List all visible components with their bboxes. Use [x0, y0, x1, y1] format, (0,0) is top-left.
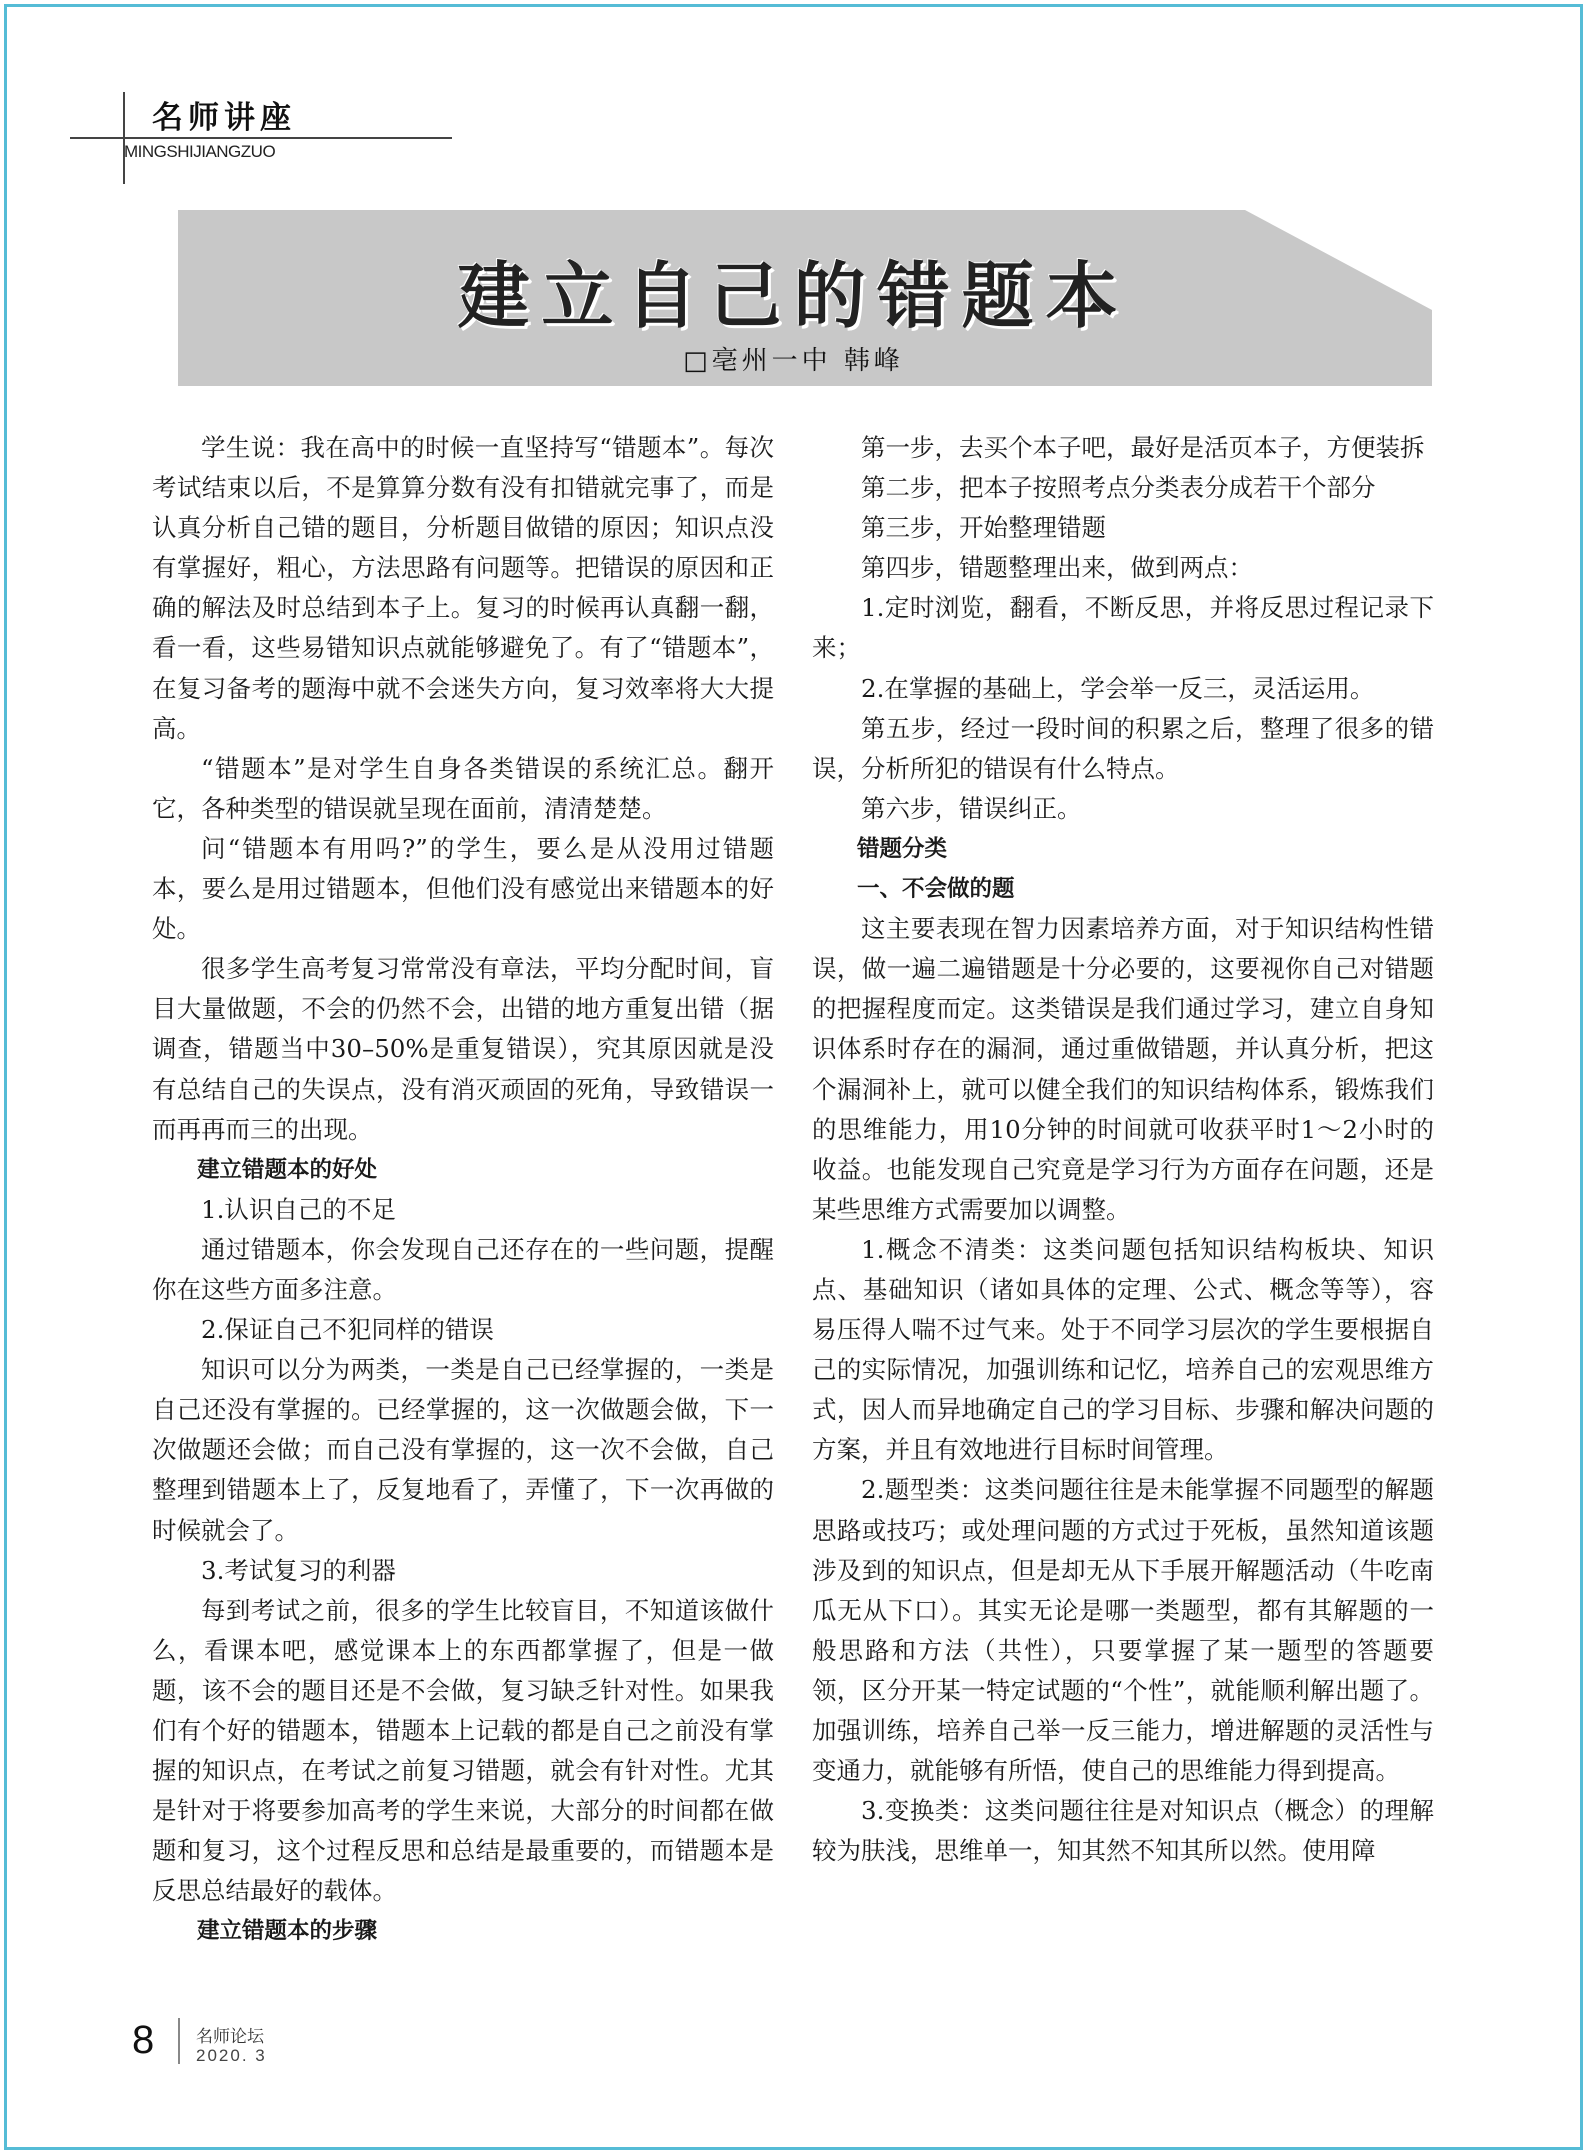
paragraph: 通过错题本，你会发现自己还存在的一些问题，提醒你在这些方面多注意。 [152, 1234, 774, 1304]
paragraph: 学生说：我在高中的时候一直坚持写“错题本”。每次考试结束以后，不是算算分数有没有扣错就完事了，而是认真分析自己错的题目，分析题目做错的原因；知识点没有掌握好，粗心，方法思路有问题等。把错误的原因和正确的解法及时总结到本子上。复习的时候再认真翻一翻，看一看，这些易错知识点就能够避免了。有了“错题本”，在复习备考的题海中就不会迷失方向，复习效率将大大提高。 [152, 433, 774, 743]
left-column [152, 428, 774, 1952]
footer-magazine: 名师论坛 [196, 2027, 264, 2047]
footer-divider [178, 2018, 180, 2064]
paragraph: 很多学生高考复习常常没有章法，平均分配时间，盲目大量做题，不会的仍然不会，出错的地方重复出错（据调查，错题当中30–50%是重复错误），究其原因就是没有总结自己的失误点，没有消灭顽固的死角，导致错误一而再再而三的出现。 [152, 954, 774, 1144]
paragraph: 第六步，错误纠正。 [861, 793, 1082, 823]
paragraph: 2.在掌握的基础上，学会举一反三，灵活运用。 [861, 673, 1375, 703]
page-number: 8 [132, 2018, 155, 2062]
paragraph: 2.保证自己不犯同样的错误 [201, 1315, 494, 1345]
paragraph: 1.定时浏览，翻看，不断反思，并将反思过程记录下来； [812, 593, 1434, 663]
paragraph: 1.概念不清类：这类问题包括知识结构板块、知识点、基础知识（诸如具体的定理、公式、概念等等），容易压得人喘不过气来。处于不同学习层次的学生要根据自己的实际情况，加强训练和记忆，培养自己的宏观思维方式，因人而异地确定自己的学习目标、步骤和解决问题的方案，并且有效地进行目标时间管理。 [812, 1234, 1434, 1465]
article-title: 建立自己的错题本 [457, 254, 1130, 338]
paragraph: “错题本”是对学生自身各类错误的系统汇总。翻开它，各种类型的错误就呈现在面前，清清楚楚。 [152, 753, 774, 823]
paragraph: 第四步，错题整理出来，做到两点： [861, 553, 1253, 583]
paragraph: 第五步，经过一段时间的积累之后，整理了很多的错误，分析所犯的错误有什么特点。 [812, 713, 1434, 783]
paragraph: 知识可以分为两类，一类是自己已经掌握的，一类是自己还没有掌握的。已经掌握的，这一次做题会做，下一次做题还会做；而自己没有掌握的，这一次不会做，自己整理到错题本上了，反复地看了，弄懂了，下一次再做的时候就会了。 [152, 1355, 774, 1545]
section-heading: 一、不会做的题 [857, 876, 1015, 903]
paragraph: 第二步，把本子按照考点分类表分成若干个部分 [861, 473, 1376, 503]
column-title: 名师讲座 [152, 100, 296, 136]
paragraph: 2.题型类：这类问题往往是未能掌握不同题型的解题思路或技巧；或处理问题的方式过于死板，虽然知道该题涉及到的知识点，但是却无从下手展开解题活动（牛吃南瓜无从下口）。其实无论是哪一类题型，都有其解题的一般思路和方法（共性），只要掌握了某一题型的答题要领，区分开某一特定试题的“个性”，就能顺利解出题了。加强训练，培养自己举一反三能力，增进解题的灵活性与变通力，就能够有所悟，使自己的思维能力得到提高。 [812, 1475, 1434, 1786]
paragraph: 第一步，去买个本子吧，最好是活页本子，方便装拆 [861, 433, 1425, 462]
section-heading: 建立错题本的好处 [197, 1156, 378, 1183]
paragraph: 3.考试复习的利器 [201, 1555, 396, 1585]
paragraph: 这主要表现在智力因素培养方面，对于知识结构性错误，做一遍二遍错题是十分必要的，这要视你自己对错题的把握程度而定。这类错误是我们通过学习，建立自身知识体系时存在的漏洞，通过重做错题，并认真分析，把这个漏洞补上，就可以健全我们的知识结构体系，锻炼我们的思维能力，用10分钟的时间就可收获平时1～2小时的收益。也能发现自己究竟是学习行为方面存在问题，还是某些思维方式需要加以调整。 [812, 914, 1434, 1224]
paragraph: 问“错题本有用吗?”的学生，要么是从没用过错题本，要么是用过错题本，但他们没有感觉出来错题本的好处。 [152, 833, 774, 944]
paragraph: 每到考试之前，很多的学生比较盲目，不知道该做什么，看课本吧，感觉课本上的东西都掌握了，但是一做题，该不会的题目还是不会做，复习缺乏针对性。如果我们有个好的错题本，错题本上记载的都是自己之前没有掌握的知识点，在考试之前复习错题，就会有针对性。尤其是针对于将要参加高考的学生来说，大部分的时间都在做题和复习，这个过程反思和总结是最重要的，而错题本是反思总结最好的载体。 [152, 1595, 774, 1906]
footer-issue: 2020. 3 [196, 2046, 267, 2065]
paragraph: 第三步，开始整理错题 [861, 513, 1106, 543]
column-subtitle: MINGSHIJIANGZUO [124, 142, 276, 161]
paragraph: 3.变换类：这类问题往往是对知识点（概念）的理解较为肤浅，思维单一，知其然不知其所以然。使用障 [812, 1796, 1434, 1866]
paragraph: 1.认识自己的不足 [201, 1194, 396, 1224]
right-column [812, 428, 1434, 1871]
section-heading: 建立错题本的步骤 [197, 1918, 378, 1945]
article-byline: □亳州一中 韩峰 [683, 346, 904, 376]
section-heading: 错题分类 [857, 835, 948, 862]
